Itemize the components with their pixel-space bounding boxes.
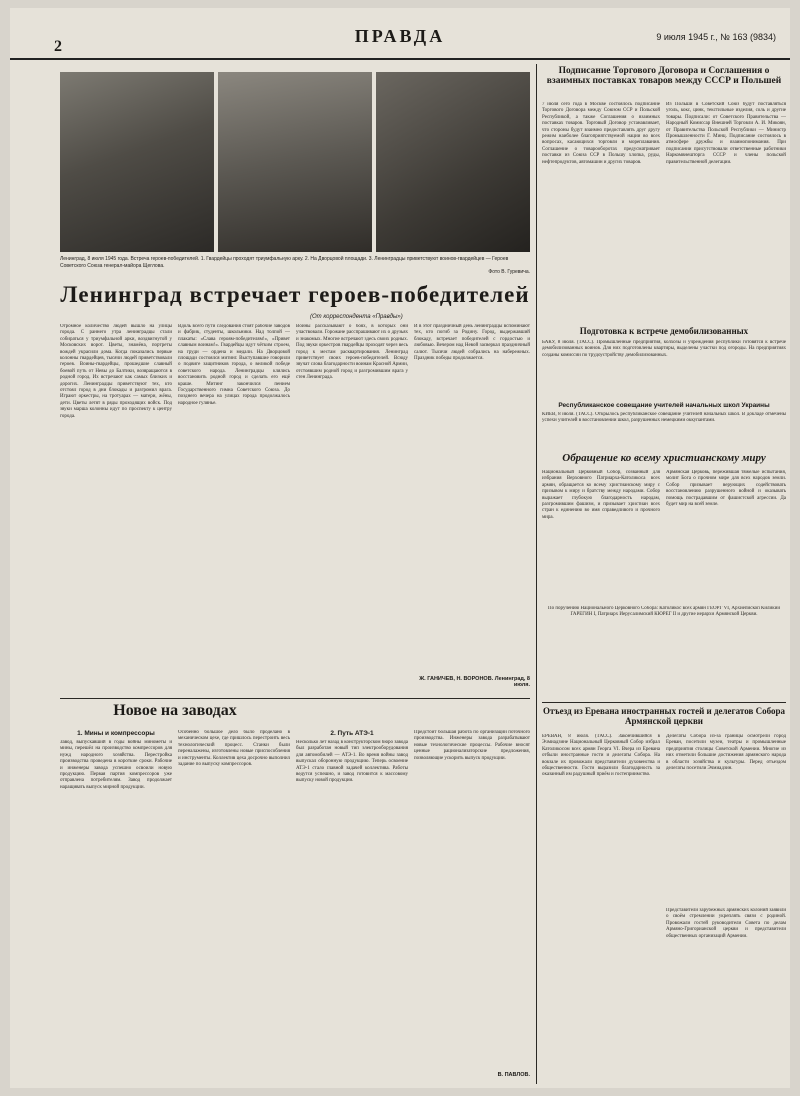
yerevan-col-2: Делегаты Собора из-за границы осмотрели город Ереван, посетили музеи, театры и промышленные предприятия столицы Советской Армении. Многие из них отметили большие достижения армянского народа в области хозяйства и культуры. Перед отъездом делегаты посетили Эчмиадзин.: [666, 734, 786, 772]
divider: [60, 698, 530, 699]
leningrad-col-2: Вдоль всего пути следования стоят рабочие заводов и фабрик, студенты, школьники. Над толпой — плакаты: «Слава героям-победителям!», «Привет славным воинам!». Гвардейцы идут чётким строем, на груди — ордена и медали. На Дворцовой площади состоялся митинг. Выступавшие говорили о подвиге защитников города, о великой победе советского народа. Ленинградцы клялись восстановить родной город и сделать его ещё краше. Митинг закончился пением Государственного гимна Советского Союза. До позднего вечера на улицах города продолжалось народное гулянье.: [178, 324, 290, 406]
factories-col-3: Несколько лет назад в конструкторском бюро завода был разработан новый тип электрооборудования для автомобилей — АТЭ-1. Во время войны завод выпускал оборонную продукцию. Теперь освоение АТЭ-1 стало главной задачей коллектива. Работы ведутся успешно, и завод готовится к массовому выпуску новой продукции.: [296, 740, 408, 784]
divider: [542, 702, 786, 703]
masthead: [10, 8, 790, 60]
leningrad-col-1: Огромное количество людей вышло на улицы города. С раннего утра ленинградцы стали собираться у триумфальной арки, воздвигнутой у Московских ворот. Цветы, знамёна, портреты вождей украсили дома. Когда показались первые колонны гвардейцев, тысячи людей приветствовали героев. Воины-гвардейцы, прошедшие славный боевой путь от Невы до Балтики, возвращаются в родной город. Их встречают как самых близких и дорогих. Ленинградцы приветствуют тех, кто отстоял город в дни блокады и разгромил врага. Играют оркестры, на тротуарах — матери, жёны, дети. Цветы летят в ряды проходящих войск. Под звуки марша колонны идут по проспекту к центру города.: [60, 324, 172, 419]
photo-caption-text: Ленинград, 8 июля 1945 года. Встреча героев-победителей. 1. Гвардейцы проходят триумфальную арку. 2. На Дворцовой площади. 3. Ленинградцы приветствуют воинов-гвардейцев — Героев Советского Союза генерал-майора Щеглова.: [60, 256, 509, 269]
date-line: 9 июля 1945 г., № 163 (9834): [656, 32, 776, 42]
photo-credit: Фото В. Гуревича.: [488, 269, 530, 275]
factories-subhead-1: 1. Мины и компрессоры: [77, 730, 155, 737]
leningrad-signoff: Ж. ГАНИЧЕВ, Н. ВОРОНОВ. Ленинград, 8 июля.: [419, 676, 530, 688]
appeal-signers: По поручению Национального Церковного Собора: Католикос всех армян ГЕОРГ VI, Архиепископ Киликии ГАРЕГИН I, Патриарх Иерусалимский КЮРЕГ II и другие иерархи Армянской Церкви.: [547, 606, 781, 618]
appeal-headline: Обращение ко всему христианскому миру: [562, 452, 766, 464]
demob-headline: Подготовка к встрече демобилизованных: [579, 326, 749, 336]
treaty-col-1: 7 июля сего года в Москве состоялось подписание Торгового Договора между Союзом ССР и Польской Республикой, а также Соглашения о взаимных поставках товаров. Торговый Договор устанавливает, что стороны будут взаимно предоставлять друг другу режим наиболее благоприятствуемой нации во всех вопросах, касающихся торговли и мореплавания. Соглашение о товарооборотах предусматривает поставки из Союза ССР в Польшу хлопка, руды, нефтепродуктов, автомашин и других товаров.: [542, 102, 660, 165]
demob-text: БАКУ, 8 июля. (ТАСС). Промышленные предприятия, колхозы и учреждения республики готовятся к встрече демобилизованных воинов. Для них подготовлены квартиры, выделены участки под огороды. На предприятиях созданы комиссии по трудоустройству демобилизованных.: [542, 340, 786, 358]
photo-caption: [60, 256, 530, 282]
factories-subhead-2: 2. Путь АТЭ-1: [330, 730, 374, 737]
teachers-text: КИЕВ, 8 июля. (ТАСС). Открылось республиканское совещание учителей начальных школ. В докладе отмечены успехи учителей в восстановлении школ, разрушенных немецкими оккупантами.: [542, 412, 786, 424]
page-number: 2: [54, 38, 62, 55]
teachers-headline: Республиканское совещание учителей начальных школ Украины: [558, 402, 770, 409]
yerevan-col-1: ЕРЕВАН, 8 июля. (ТАСС). Закончившийся в Эчмиадзине Национальный Церковный Собор избрал Католикосом всех армян Георга VI. Вчера из Еревана отбыли иностранные гости и делегаты Собора. На вокзале их провожали представители духовенства и общественности. Гости выразили благодарность за оказанный им радушный приём и гостеприимство.: [542, 734, 660, 778]
factories-col-1: Завод, выпускавший в годы войны минометы и мины, перешёл на производство компрессоров для нужд народного хозяйства. Перестройка производства проведена в короткие сроки. Рабочие и инженеры завода успешно освоили новую продукцию. Первая партия компрессоров уже отправлена потребителям. Завод продолжает наращивать выпуск мирной продукции.: [60, 740, 172, 790]
treaty-headline: Подписание Торгового Договора и Соглашения о взаимных поставках товаров между СССР и Польшей: [546, 66, 782, 86]
photo-guardsmen: [218, 72, 372, 252]
factories-signoff: В. ПАВЛОВ.: [497, 1072, 530, 1078]
leningrad-col-4: И в этот праздничный день ленинградцы вспоминают тех, кто погиб за Родину. Город, выдержавший блокаду, встречает победителей с гордостью и любовью. Вечером над Невой засверкал праздничный салют. Тысячи людей собрались на набережных. Праздник победы продолжается.: [414, 324, 530, 362]
leningrad-byline: (От корреспондента «Правды»): [310, 314, 403, 320]
newspaper-page: [10, 8, 790, 1088]
column-divider: [536, 64, 537, 1084]
factories-col-4: Предстоит большая работа по организации поточного производства. Инженеры завода разрабатывают новые технологические процессы. Рабочие вносят ценные рационализаторские предложения, позволяющие ускорить выпуск продукции.: [414, 730, 530, 761]
treaty-col-2: Из Польши в Советский Союз будут поставляться уголь, кокс, цинк, текстильные изделия, соль и другие товары. Подписали: от Советского Правительства — Народный Комиссар Внешней Торговли А. И. Микоян, от Правительства Польской Республики — Министр Промышленности Г. Минц. Подписание состоялось в атмосфере дружбы и взаимопонимания. При подписании присутствовали ответственные работники Наркомвнешторга СССР и члены польской правительственной делегации.: [666, 102, 786, 165]
leningrad-headline: Ленинград встречает героев-победителей: [60, 282, 530, 307]
yerevan-headline: Отъезд из Еревана иностранных гостей и делегатов Собора Армянской церкви: [543, 706, 785, 726]
photo-square: [376, 72, 530, 252]
appeal-col-2: Армянская Церковь, пережившая тяжёлые испытания, молит Бога о прочном мире для всех народов земли. Собор призывает верующих содействовать восстановлению разрушенного войной и оказывать помощь пострадавшим от фашистской агрессии. Да будет мир на всей земле.: [666, 470, 786, 508]
appeal-col-1: Национальный Церковный Собор, созванный для избрания Верховного Патриарха-Католикоса всех армян, обращается ко всему христианскому миру с призывом к миру и братству между народами. Собор выражает глубокую благодарность народам, разгромившим фашизм, и призывает христиан всех стран к единению во имя справедливого и прочного мира.: [542, 470, 660, 520]
photo-triumphal-arch: [60, 72, 214, 252]
factories-headline: Новое на заводах: [113, 702, 237, 719]
factories-col-2: Особенно большое дело было проделано в механическом цехе, где пришлось перестроить весь технологический процесс. Станки были переналажены, изготовлены новые приспособления и инструменты. Коллектив цеха досрочно выполнил задание по выпуску компрессоров.: [178, 730, 290, 768]
newspaper-title: ПРАВДА: [354, 26, 446, 46]
leningrad-col-3: Воины рассказывают о боях, в которых они участвовали. Горожане расспрашивают их о друзьях и знакомых. Многие встречают здесь своих родных. Под звуки оркестров гвардейцы проходят через весь город к местам расквартирования. Ленинград приветствует своих героев-победителей. Всюду звучат слова благодарности воинам Красной Армии, отстоявшим родной город и разгромившим врага у стен Ленинграда.: [296, 324, 408, 381]
yerevan-col-3: Представители зарубежных армянских колоний заявили о своём стремлении укреплять связи с родиной. Провожали гостей руководители Совета по делам Армяно-Григорианской церкви и представители общественных организаций Армении.: [666, 908, 786, 939]
photo-strip: [60, 72, 530, 252]
